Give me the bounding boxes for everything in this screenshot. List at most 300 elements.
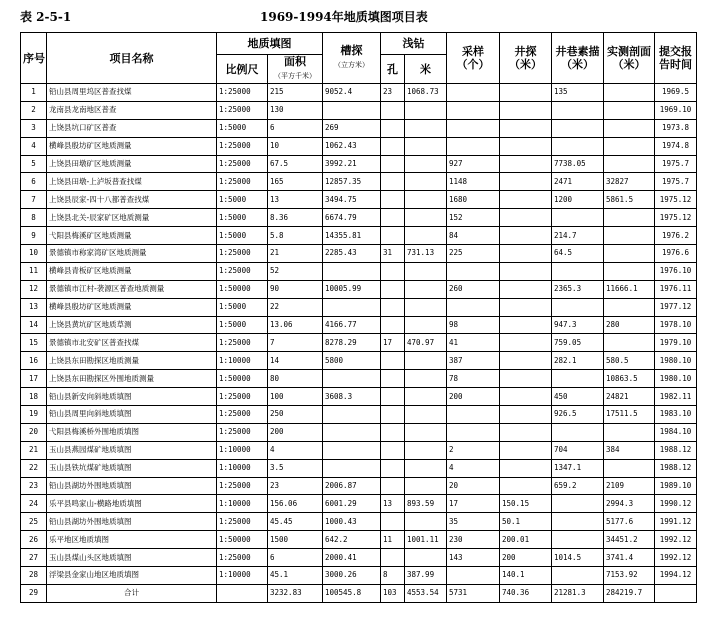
cell-scale: 1:50000 [217,370,268,388]
cell-area: 67.5 [268,155,323,173]
cell-shaft [500,245,552,263]
cell-seq: 21 [21,441,47,459]
cell-holes [381,352,405,370]
cell-adit: 704 [552,441,604,459]
cell-seq: 19 [21,406,47,424]
cell-name: 乐平县鸣家山-横路地质填图 [47,495,217,513]
cell-holes [381,406,405,424]
cell-area: 7 [268,334,323,352]
table-row [21,155,697,173]
cell-report: 1975.12 [655,191,697,209]
cell-report: 1992.12 [655,549,697,567]
cell-name: 横峰县青板矿区地质测量 [47,262,217,280]
cell-report: 1978.10 [655,316,697,334]
table-row [21,549,697,567]
cell-name: 浮梁县金家山地区地质填图 [47,567,217,585]
cell-adit: 2471 [552,173,604,191]
header-section: 实测剖面（米） [604,33,655,84]
cell-holes [381,227,405,245]
cell-holes [381,191,405,209]
cell-seq: 14 [21,316,47,334]
cell-seq: 6 [21,173,47,191]
cell-trench: 3608.3 [323,388,381,406]
cell-name: 龙南县龙南地区普查 [47,101,217,119]
cell-sample [447,298,500,316]
cell-scale: 1:25000 [217,245,268,263]
cell-seq: 1 [21,84,47,102]
cell-shaft [500,316,552,334]
cell-name: 横峰县殷坊矿区地质测量 [47,298,217,316]
cell-report: 1969.5 [655,84,697,102]
cell-adit: 214.7 [552,227,604,245]
cell-section [604,119,655,137]
cell-name: 上饶县辰家-四十八都普查找煤 [47,191,217,209]
header-seq: 序号 [21,33,47,84]
cell-shaft [500,173,552,191]
cell-adit [552,119,604,137]
cell-scale: 1:10000 [217,441,268,459]
cell-seq: 4 [21,137,47,155]
cell-section [604,155,655,173]
cell-adit [552,495,604,513]
cell-adit: 1347.1 [552,459,604,477]
cell-meters [405,191,447,209]
header-trench: 槽探 （立方米） [323,33,381,84]
cell-seq: 28 [21,567,47,585]
cell-shaft: 200 [500,549,552,567]
cell-meters: 470.97 [405,334,447,352]
cell-trench: 5800 [323,352,381,370]
cell-trench: 642.2 [323,531,381,549]
cell-sample: 20 [447,477,500,495]
cell-holes [381,298,405,316]
cell-scale: 1:5000 [217,191,268,209]
cell-area: 5.8 [268,227,323,245]
cell-area: 1500 [268,531,323,549]
cell-shaft [500,262,552,280]
header-name: 项目名称 [47,33,217,84]
cell-meters [405,280,447,298]
cell-area: 21 [268,245,323,263]
cell-scale: 1:25000 [217,388,268,406]
cell-section [604,334,655,352]
cell-shaft: 150.15 [500,495,552,513]
cell-meters [405,209,447,227]
cell-report: 1976.2 [655,227,697,245]
cell-name: 景德镇市江村-袭源区普查地质测量 [47,280,217,298]
cell-holes: 11 [381,531,405,549]
cell-scale [217,584,268,602]
cell-trench: 3000.26 [323,567,381,585]
cell-adit: 21281.3 [552,584,604,602]
cell-section: 11666.1 [604,280,655,298]
cell-report: 1975.7 [655,155,697,173]
cell-report: 1991.12 [655,513,697,531]
cell-scale: 1:25000 [217,137,268,155]
cell-name: 玉山县铁坑煤矿地质填图 [47,459,217,477]
table-row [21,352,697,370]
cell-holes [381,477,405,495]
cell-trench: 4166.77 [323,316,381,334]
cell-meters: 1001.11 [405,531,447,549]
cell-holes [381,119,405,137]
header-drill: 浅钻 [381,33,447,55]
cell-seq: 13 [21,298,47,316]
cell-section [604,137,655,155]
cell-shaft [500,459,552,477]
cell-report: 1976.11 [655,280,697,298]
cell-section: 32827 [604,173,655,191]
cell-scale: 1:5000 [217,298,268,316]
cell-adit [552,567,604,585]
cell-scale: 1:10000 [217,495,268,513]
header-adit: 井巷素描（米） [552,33,604,84]
cell-meters [405,227,447,245]
cell-name: 乐平地区地质填图 [47,531,217,549]
cell-report: 1975.12 [655,209,697,227]
table-row [21,334,697,352]
cell-seq: 7 [21,191,47,209]
cell-area: 90 [268,280,323,298]
table-title: 1969-1994年地质填图项目表 [260,10,428,24]
cell-sample [447,137,500,155]
cell-shaft [500,209,552,227]
cell-report: 1980.10 [655,370,697,388]
cell-trench: 2006.87 [323,477,381,495]
cell-area: 3232.83 [268,584,323,602]
cell-sample: 152 [447,209,500,227]
cell-meters [405,316,447,334]
table-row [21,280,697,298]
table-row [21,209,697,227]
cell-scale: 1:25000 [217,173,268,191]
cell-section: 17511.5 [604,406,655,424]
cell-sample [447,119,500,137]
cell-shaft: 200.01 [500,531,552,549]
cell-meters: 731.13 [405,245,447,263]
cell-meters: 893.59 [405,495,447,513]
cell-holes [381,513,405,531]
cell-sample [447,262,500,280]
cell-sample: 200 [447,388,500,406]
cell-report: 1988.12 [655,459,697,477]
cell-area: 215 [268,84,323,102]
cell-trench: 2000.41 [323,549,381,567]
cell-name: 景德镇市北安矿区普查找煤 [47,334,217,352]
cell-trench [323,298,381,316]
cell-trench: 2285.43 [323,245,381,263]
cell-holes: 8 [381,567,405,585]
cell-report: 1988.12 [655,441,697,459]
cell-sample: 225 [447,245,500,263]
cell-area: 22 [268,298,323,316]
cell-section: 7153.92 [604,567,655,585]
cell-report: 1977.12 [655,298,697,316]
cell-area: 200 [268,423,323,441]
cell-section [604,262,655,280]
cell-holes: 31 [381,245,405,263]
cell-adit [552,513,604,531]
cell-seq: 29 [21,584,47,602]
header-report: 提交报告时间 [655,33,697,84]
cell-section: 5861.5 [604,191,655,209]
cell-meters [405,441,447,459]
cell-report: 1969.10 [655,101,697,119]
cell-holes: 17 [381,334,405,352]
cell-shaft [500,441,552,459]
cell-scale: 1:50000 [217,280,268,298]
cell-shaft [500,84,552,102]
cell-area: 45.45 [268,513,323,531]
cell-trench: 9052.4 [323,84,381,102]
cell-adit [552,101,604,119]
cell-meters [405,298,447,316]
cell-trench [323,370,381,388]
cell-seq: 3 [21,119,47,137]
table-row [21,477,697,495]
cell-name: 景德镇市称家湾矿区地质测量 [47,245,217,263]
cell-section: 10863.5 [604,370,655,388]
cell-sample [447,406,500,424]
cell-holes [381,370,405,388]
cell-scale: 1:10000 [217,352,268,370]
cell-seq: 22 [21,459,47,477]
cell-name: 上饶县田墩-上泸坂普查找煤 [47,173,217,191]
cell-meters [405,513,447,531]
cell-scale: 1:25000 [217,423,268,441]
cell-report: 1976.6 [655,245,697,263]
cell-name: 上饶县东田勘探区外围地质测量 [47,370,217,388]
cell-seq: 15 [21,334,47,352]
cell-meters [405,477,447,495]
cell-seq: 11 [21,262,47,280]
cell-report: 1976.10 [655,262,697,280]
cell-section: 280 [604,316,655,334]
cell-scale: 1:10000 [217,567,268,585]
table-row [21,370,697,388]
cell-meters: 1068.73 [405,84,447,102]
cell-shaft: 740.36 [500,584,552,602]
cell-trench: 10005.99 [323,280,381,298]
cell-sample [447,423,500,441]
cell-section: 34451.2 [604,531,655,549]
header-holes: 孔 [381,55,405,84]
cell-report: 1973.8 [655,119,697,137]
cell-shaft [500,352,552,370]
header-scale: 比例尺 [217,55,268,84]
cell-shaft [500,137,552,155]
cell-section [604,227,655,245]
cell-sample: 1148 [447,173,500,191]
table-row [21,191,697,209]
cell-name: 铅山县周里坞区普查找煤 [47,84,217,102]
cell-shaft [500,298,552,316]
cell-shaft [500,477,552,495]
cell-trench: 1062.43 [323,137,381,155]
cell-trench: 6674.79 [323,209,381,227]
cell-holes: 23 [381,84,405,102]
cell-report: 1982.11 [655,388,697,406]
cell-shaft [500,406,552,424]
table-number: 表 2-5-1 [20,10,72,24]
cell-scale: 1:5000 [217,209,268,227]
cell-sample [447,101,500,119]
cell-shaft [500,423,552,441]
cell-area: 80 [268,370,323,388]
cell-section [604,209,655,227]
cell-meters [405,119,447,137]
cell-seq: 26 [21,531,47,549]
cell-meters [405,155,447,173]
cell-sample: 17 [447,495,500,513]
cell-holes [381,137,405,155]
cell-section: 284219.7 [604,584,655,602]
cell-scale: 1:25000 [217,155,268,173]
cell-meters [405,173,447,191]
cell-shaft [500,119,552,137]
cell-meters [405,262,447,280]
cell-scale: 1:5000 [217,227,268,245]
cell-name: 上饶县黄坑矿区地质草测 [47,316,217,334]
cell-sample [447,567,500,585]
cell-area: 250 [268,406,323,424]
cell-trench [323,262,381,280]
table-row [21,316,697,334]
cell-adit: 2365.3 [552,280,604,298]
cell-trench [323,406,381,424]
table-row [21,119,697,137]
cell-scale: 1:10000 [217,459,268,477]
cell-area: 52 [268,262,323,280]
cell-scale: 1:50000 [217,531,268,549]
cell-seq: 16 [21,352,47,370]
cell-sample: 4 [447,459,500,477]
cell-adit [552,137,604,155]
cell-area: 45.1 [268,567,323,585]
cell-scale: 1:25000 [217,101,268,119]
cell-shaft [500,334,552,352]
table-row [21,495,697,513]
cell-scale: 1:25000 [217,262,268,280]
cell-area: 100 [268,388,323,406]
cell-section: 2109 [604,477,655,495]
cell-area: 13.06 [268,316,323,334]
cell-name: 上饶县坑口矿区普查 [47,119,217,137]
cell-section [604,459,655,477]
table-row [21,173,697,191]
cell-sample: 143 [447,549,500,567]
cell-scale: 1:25000 [217,477,268,495]
cell-name: 铅山县湖坊外围地质填图 [47,513,217,531]
cell-sample: 1680 [447,191,500,209]
cell-report: 1979.10 [655,334,697,352]
cell-holes [381,388,405,406]
cell-scale: 1:25000 [217,334,268,352]
cell-adit: 135 [552,84,604,102]
cell-sample: 927 [447,155,500,173]
cell-section: 2994.3 [604,495,655,513]
table-row [21,441,697,459]
cell-area: 8.36 [268,209,323,227]
header-shaft: 井探（米） [500,33,552,84]
cell-adit: 1200 [552,191,604,209]
cell-trench [323,459,381,477]
cell-meters [405,423,447,441]
cell-trench: 269 [323,119,381,137]
cell-sample: 35 [447,513,500,531]
cell-area: 6 [268,119,323,137]
cell-area: 130 [268,101,323,119]
cell-meters [405,352,447,370]
cell-meters: 387.99 [405,567,447,585]
cell-meters [405,459,447,477]
cell-holes [381,280,405,298]
cell-trench: 14355.81 [323,227,381,245]
cell-seq: 24 [21,495,47,513]
table-body [21,84,697,603]
table-row [21,84,697,102]
header-area: 面积 （平方千米） [268,55,323,84]
table-row [21,513,697,531]
table-header-line [0,8,704,28]
cell-name: 上饶县东田勘探区地质测量 [47,352,217,370]
cell-meters [405,388,447,406]
cell-section: 3741.4 [604,549,655,567]
cell-scale: 1:25000 [217,513,268,531]
cell-sample: 5731 [447,584,500,602]
cell-name: 铅山县周里向斜地质填图 [47,406,217,424]
cell-trench: 8278.29 [323,334,381,352]
cell-holes [381,423,405,441]
cell-shaft [500,370,552,388]
cell-area: 4 [268,441,323,459]
cell-adit [552,209,604,227]
cell-shaft [500,155,552,173]
cell-holes [381,155,405,173]
cell-name: 弋阳县梅溪桥外围地质填图 [47,423,217,441]
cell-seq: 5 [21,155,47,173]
cell-trench: 3992.21 [323,155,381,173]
cell-holes [381,101,405,119]
cell-adit: 64.5 [552,245,604,263]
cell-trench [323,101,381,119]
cell-meters [405,137,447,155]
cell-name: 横峰县殷坊矿区地质测量 [47,137,217,155]
cell-trench: 1000.43 [323,513,381,531]
cell-section [604,84,655,102]
table-row [21,459,697,477]
cell-section [604,298,655,316]
geological-mapping-table [20,32,697,603]
cell-seq: 27 [21,549,47,567]
cell-seq: 17 [21,370,47,388]
cell-name: 铅山县新安向斜地质填图 [47,388,217,406]
table-row [21,567,697,585]
cell-name: 上饶县北关-辰家矿区地质测量 [47,209,217,227]
cell-sample [447,84,500,102]
cell-trench [323,423,381,441]
cell-name: 合计 [47,584,217,602]
cell-area: 156.06 [268,495,323,513]
cell-scale: 1:5000 [217,316,268,334]
cell-area: 13 [268,191,323,209]
cell-holes [381,262,405,280]
table-row [21,227,697,245]
cell-scale: 1:5000 [217,119,268,137]
cell-shaft: 140.1 [500,567,552,585]
table-row [21,137,697,155]
table-row [21,388,697,406]
